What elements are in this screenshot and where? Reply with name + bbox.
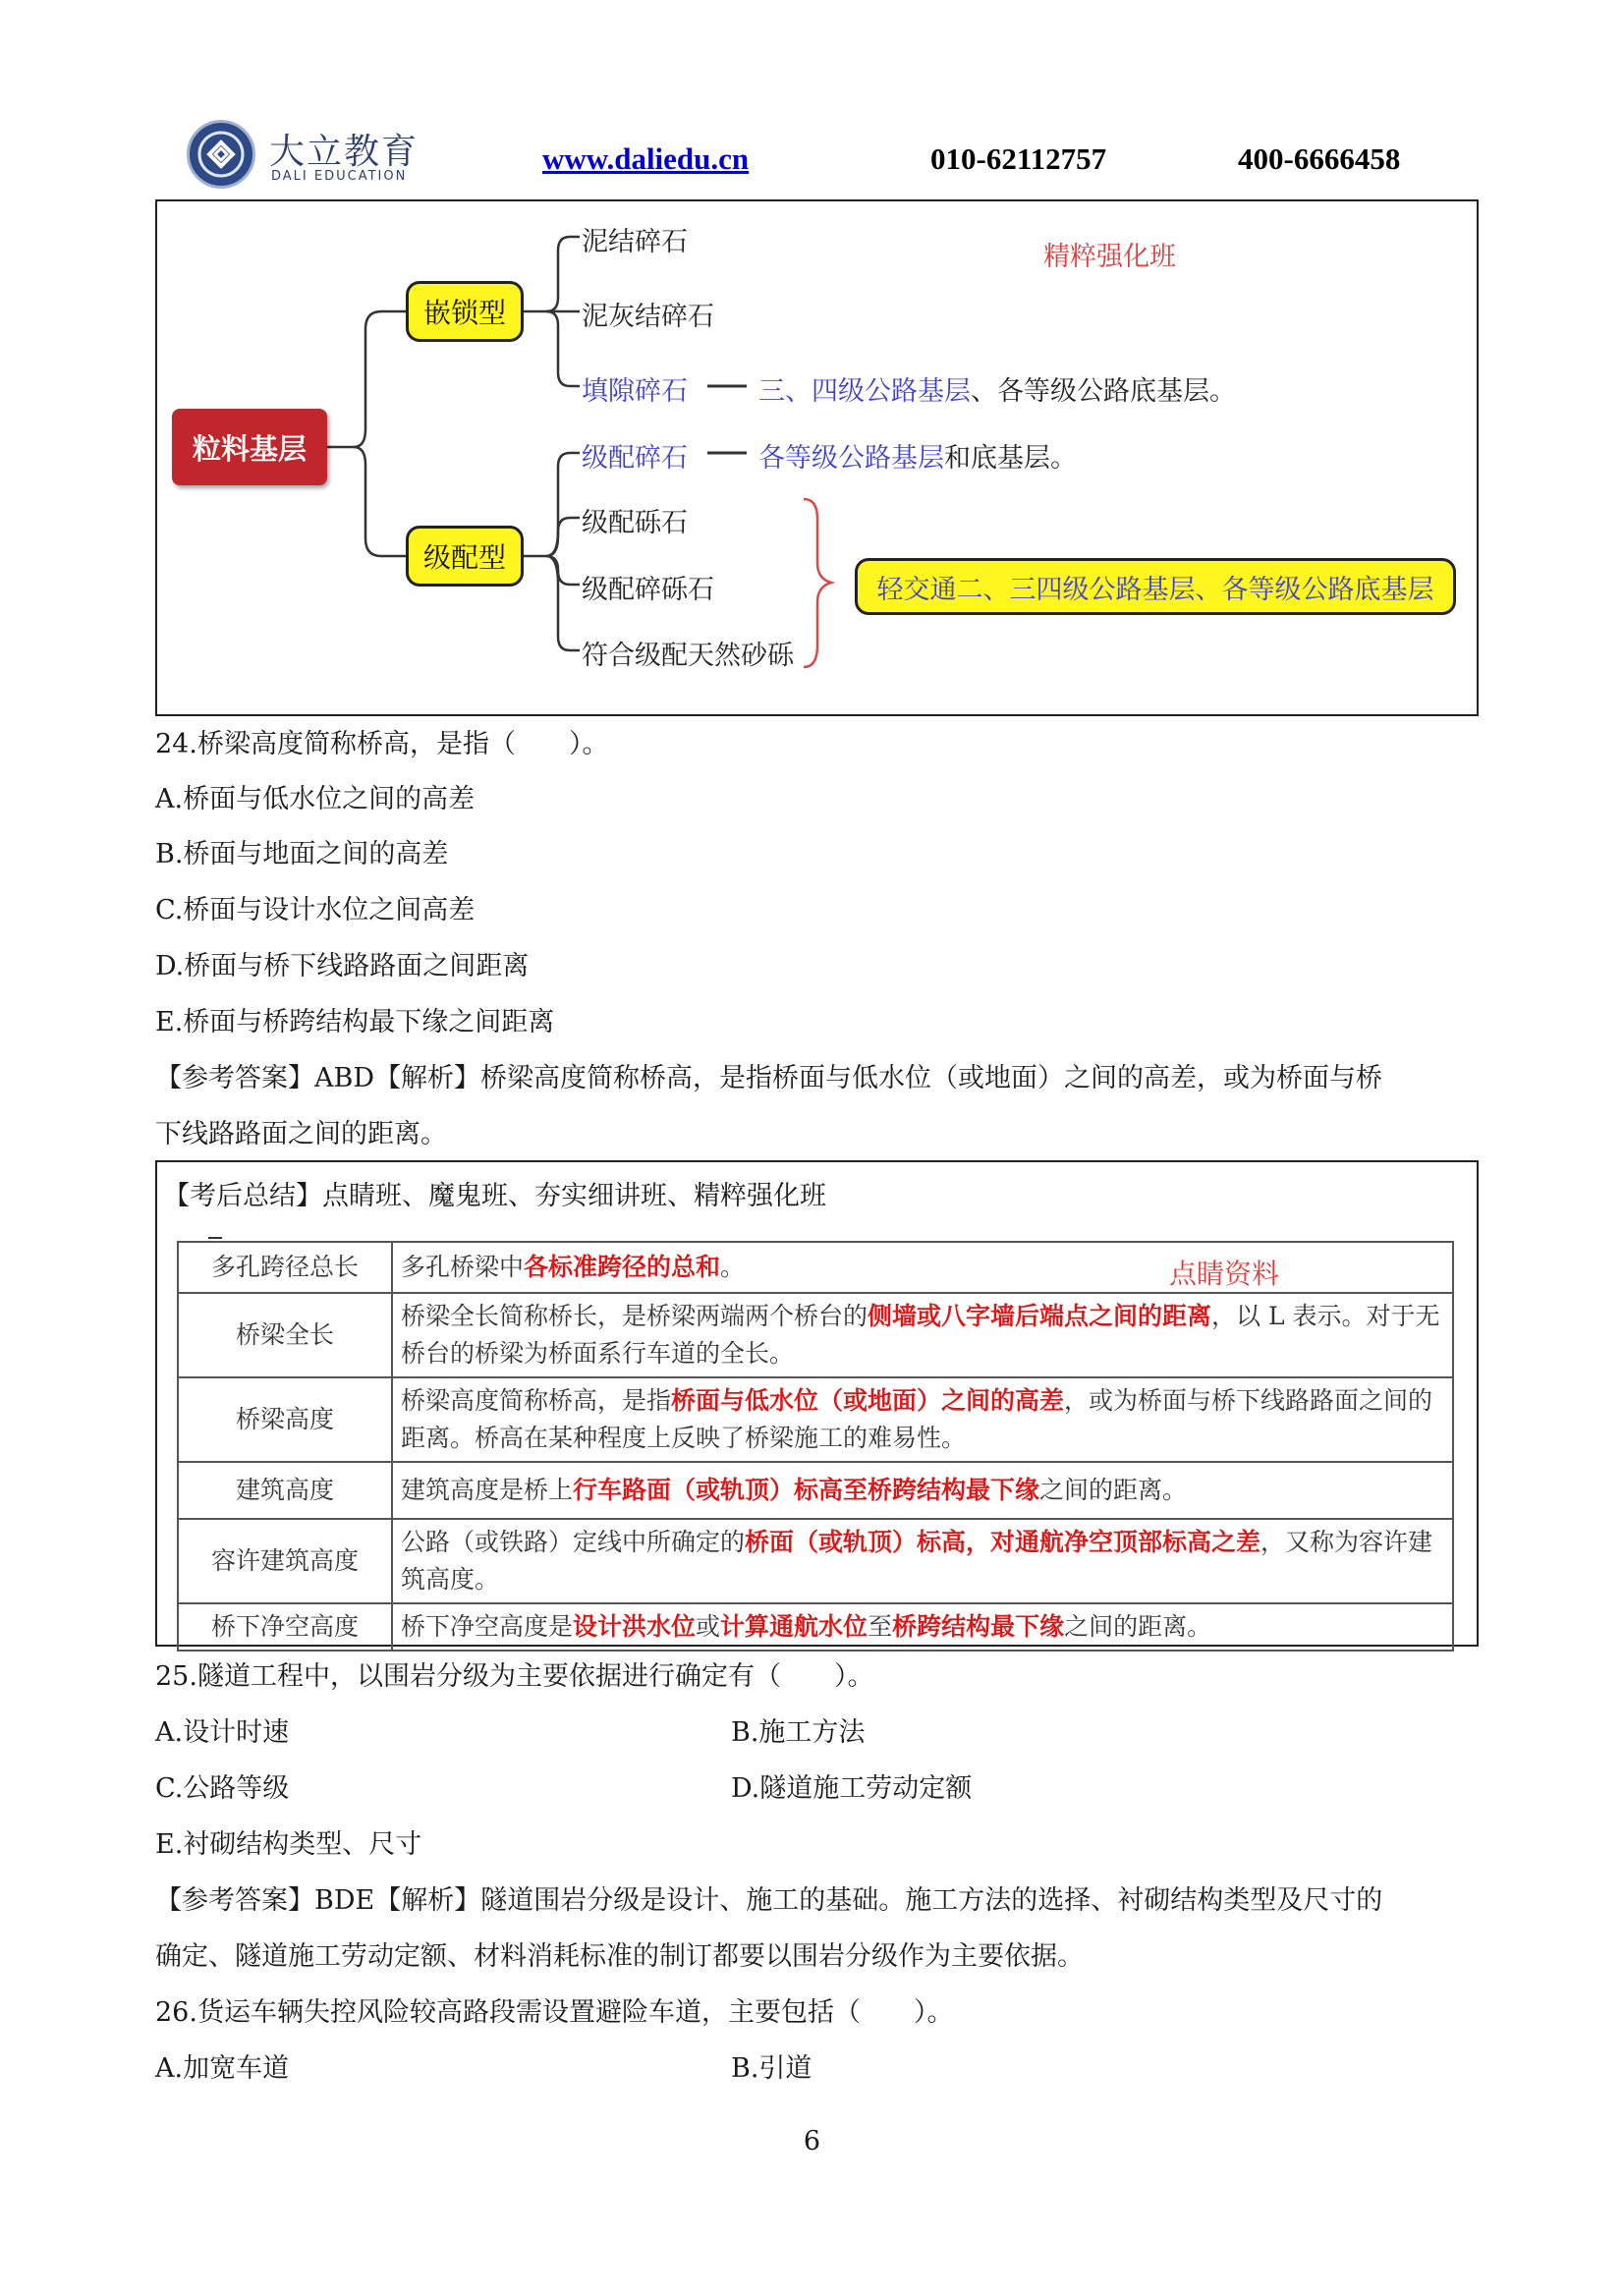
category-graded: 级配型 xyxy=(406,526,524,587)
term-cell: 桥梁全长 xyxy=(178,1293,392,1377)
summary-dash xyxy=(208,1237,222,1239)
item-graded-2: 级配砾石 xyxy=(582,508,688,538)
term-cell: 多孔跨径总长 xyxy=(178,1242,392,1293)
q25-answer-line-1: 【参考答案】BDE【解析】隧道围岩分级是设计、施工的基础。施工方法的选择、衬砌结构类型及尺寸的 xyxy=(155,1885,1383,1916)
phone-number-2: 400-6666458 xyxy=(1238,141,1401,176)
table-row xyxy=(178,1462,1453,1519)
q25-answer-line-2: 确定、隧道施工劳动定额、材料消耗标准的制订都要以围岩分级作为主要依据。 xyxy=(155,1941,1084,1972)
q24-option-d: D.桥面与桥下线路路面之间距离 xyxy=(155,951,530,981)
note-interlock-dark: 、各等级公路底基层。 xyxy=(971,376,1236,407)
q24-question: 24.桥梁高度简称桥高，是指（ ）。 xyxy=(155,729,609,759)
definition-cell: 桥梁全长简称桥长，是桥梁两端两个桥台的侧墙或八字墙后端点之间的距离，以 L 表示。对于无桥台的桥梁为桥面系行车道的全长。 xyxy=(392,1293,1453,1377)
q24-answer-line-1: 【参考答案】ABD【解析】桥梁高度简称桥高，是指桥面与低水位（或地面）之间的高差，或为桥面与桥 xyxy=(155,1063,1382,1093)
q24-answer-line-2: 下线路路面之间的距离。 xyxy=(155,1119,447,1149)
term-cell: 桥梁高度 xyxy=(178,1377,392,1462)
curly-brace xyxy=(804,499,831,667)
definition-cell: 建筑高度是桥上行车路面（或轨顶）标高至桥跨结构最下缘之间的距离。 xyxy=(392,1462,1453,1519)
table-row xyxy=(178,1603,1453,1651)
q24-option-b: B.桥面与地面之间的高差 xyxy=(155,839,449,869)
item-graded-1: 级配碎石 xyxy=(582,443,688,474)
q26-option-b: B.引道 xyxy=(731,2053,812,2084)
table-row xyxy=(178,1293,1453,1377)
item-graded-4: 符合级配天然砂砾 xyxy=(582,641,794,671)
q25-option-a: A.设计时速 xyxy=(155,1717,290,1748)
highlight-note: 轻交通二、三四级公路基层、各等级公路底基层 xyxy=(855,558,1456,615)
item-interlock-2: 泥灰结碎石 xyxy=(582,302,714,332)
definition-cell: 桥梁高度简称桥高，是指桥面与低水位（或地面）之间的高差，或为桥面与桥下线路路面之间的距离。桥高在某种程度上反映了桥梁施工的难易性。 xyxy=(392,1377,1453,1462)
logo-text-en: DALI EDUCATION xyxy=(271,169,408,184)
q25-option-c: C.公路等级 xyxy=(155,1773,290,1804)
q26-question: 26.货运车辆失控风险较高路段需设置避险车道，主要包括（ ）。 xyxy=(155,1997,954,2028)
mindmap-figure xyxy=(155,199,1479,716)
definition-cell: 多孔桥梁中各标准跨径的总和。 xyxy=(392,1242,1453,1293)
summary-table xyxy=(177,1241,1454,1652)
note-graded xyxy=(758,436,1077,475)
mindmap-tag: 精粹强化班 xyxy=(1043,242,1176,272)
item-interlock-3: 填隙碎石 xyxy=(582,376,688,407)
q25-question: 25.隧道工程中，以围岩分级为主要依据进行确定有（ ）。 xyxy=(155,1661,874,1692)
note-graded-blue: 各等级公路基层 xyxy=(758,443,944,474)
category-interlock: 嵌锁型 xyxy=(406,281,524,342)
definition-cell: 公路（或铁路）定线中所确定的桥面（或轨顶）标高，对通航净空顶部标高之差，又称为容许建筑高度。 xyxy=(392,1519,1453,1603)
item-interlock-1: 泥结碎石 xyxy=(582,227,688,257)
website-link[interactable]: www.daliedu.cn xyxy=(542,141,750,176)
q24-option-e: E.桥面与桥跨结构最下缘之间距离 xyxy=(155,1007,555,1037)
logo-icon xyxy=(190,123,252,186)
q25-option-b: B.施工方法 xyxy=(731,1717,866,1748)
definition-cell: 桥下净空高度是设计洪水位或计算通航水位至桥跨结构最下缘之间的距离。 xyxy=(392,1603,1453,1651)
q25-option-d: D.隧道施工劳动定额 xyxy=(731,1773,973,1804)
summary-title: 【考后总结】点睛班、魔鬼班、夯实细讲班、精粹强化班 xyxy=(163,1181,826,1211)
q26-option-a: A.加宽车道 xyxy=(155,2053,290,2084)
term-cell: 容许建筑高度 xyxy=(178,1519,392,1603)
q24-option-c: C.桥面与设计水位之间高差 xyxy=(155,895,476,925)
note-interlock xyxy=(758,369,1236,408)
term-cell: 建筑高度 xyxy=(178,1462,392,1519)
table-row xyxy=(178,1377,1453,1462)
table-row xyxy=(178,1519,1453,1603)
mindmap-root: 粒料基层 xyxy=(172,409,327,485)
logo-text-cn: 大立教育 xyxy=(269,132,420,172)
q25-option-e: E.衬砌结构类型、尺寸 xyxy=(155,1829,422,1860)
logo-emblem xyxy=(187,120,255,189)
note-graded-dark: 和底基层。 xyxy=(944,443,1077,474)
phone-number-1: 010-62112757 xyxy=(930,141,1107,176)
q24-option-a: A.桥面与低水位之间的高差 xyxy=(155,784,476,814)
item-graded-3: 级配碎砾石 xyxy=(582,575,714,605)
summary-tag: 点睛资料 xyxy=(1169,1258,1280,1290)
summary-box xyxy=(155,1160,1479,1647)
page-number: 6 xyxy=(803,2126,821,2156)
note-interlock-blue: 三、四级公路基层 xyxy=(758,376,971,407)
term-cell: 桥下净空高度 xyxy=(178,1603,392,1651)
